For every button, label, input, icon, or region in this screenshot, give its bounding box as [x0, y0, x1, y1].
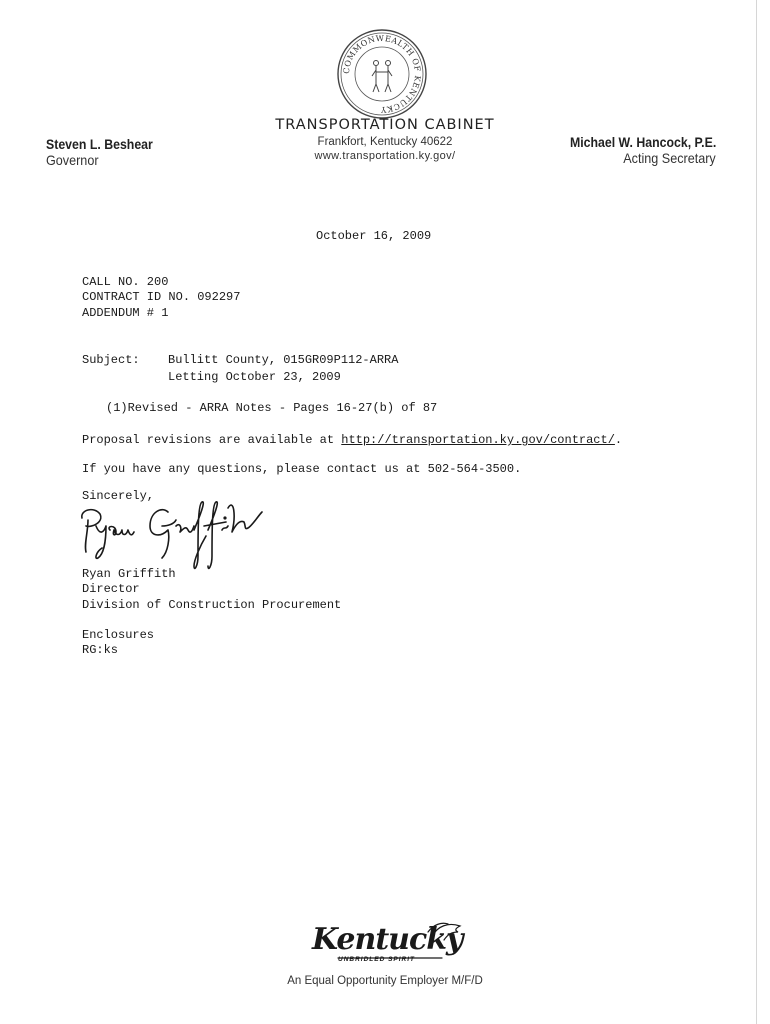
equal-opportunity-statement: An Equal Opportunity Employer M/F/D [287, 975, 483, 987]
contract-link[interactable]: http://transportation.ky.gov/contract/ [341, 433, 615, 447]
proposal-period: . [614, 433, 623, 447]
revision-note: (1)Revised - ARRA Notes - Pages 16-27(b) of 87 [106, 401, 438, 415]
svg-text:COMMONWEALTH OF KENTUCKY [342, 34, 422, 114]
subject-letting: Letting October 23, 2009 [168, 370, 341, 384]
closing: Sincerely, [82, 489, 155, 503]
proposal-paragraph [82, 433, 622, 447]
seal-text: COMMONWEALTH OF KENTUCKY [341, 33, 423, 115]
subject-county: Bullitt County, 015GR09P112-ARRA [168, 353, 399, 367]
kentucky-logo-tagline: UNBRIDLED SPIRIT [338, 956, 416, 963]
signer-division: Division of Construction Procurement [82, 598, 342, 612]
website-link[interactable]: www.transportation.ky.gov/ [314, 150, 456, 162]
signature [76, 496, 276, 578]
proposal-text: Proposal revisions are available at [82, 433, 342, 447]
governor-name: Steven L. Beshear [46, 136, 153, 152]
signer-name: Ryan Griffith [82, 567, 176, 581]
address-line: Frankfort, Kentucky 40622 [317, 136, 453, 148]
addendum-number: ADDENDUM # 1 [82, 306, 169, 320]
governor-title: Governor [46, 152, 99, 168]
subject-label: Subject: [82, 353, 140, 367]
page-edge-divider [756, 0, 757, 1024]
letter-date: October 16, 2009 [316, 229, 432, 243]
secretary-title: Acting Secretary [623, 150, 716, 166]
secretary-name: Michael W. Hancock, P.E. [569, 134, 716, 150]
call-number: CALL NO. 200 [82, 275, 169, 289]
contract-id: CONTRACT ID NO. 092297 [82, 290, 241, 304]
contact-paragraph: If you have any questions, please contact us at 502-564-3500. [82, 462, 522, 476]
organization-name: TRANSPORTATION CABINET [275, 117, 495, 133]
typist-initials: RG:ks [82, 643, 119, 657]
kentucky-logo-word: Kentucky [312, 922, 463, 957]
kentucky-seal-icon [336, 28, 428, 120]
signer-title: Director [82, 582, 140, 596]
enclosures-label: Enclosures [82, 628, 155, 642]
